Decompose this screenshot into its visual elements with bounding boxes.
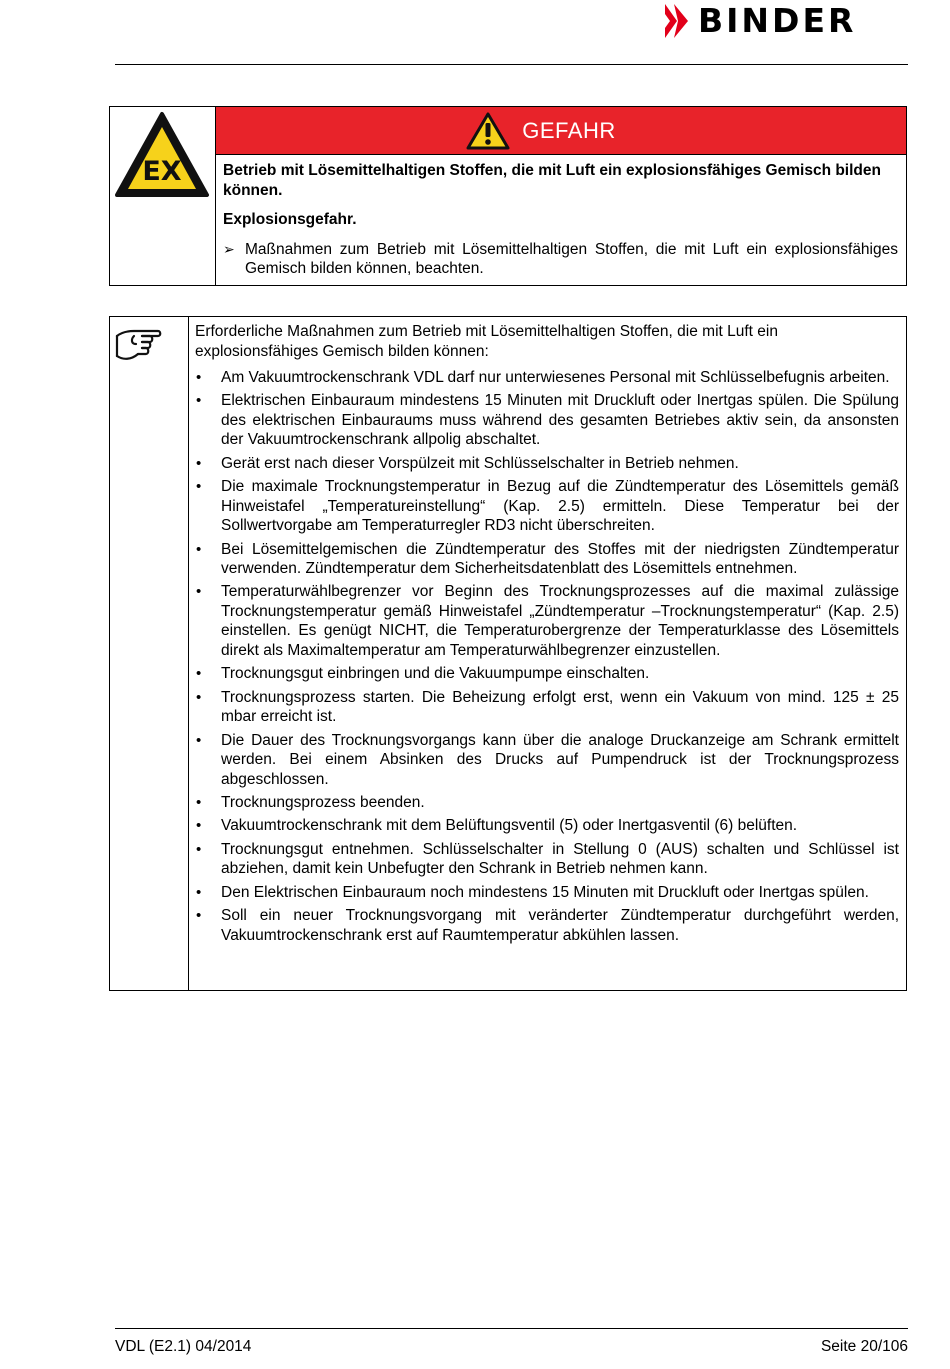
binder-logo <box>662 1 857 40</box>
bullet-icon: • <box>196 478 202 496</box>
arrow-icon: ➢ <box>223 240 235 257</box>
list-item <box>195 688 899 727</box>
list-item <box>195 454 899 474</box>
pointing-hand-icon <box>114 322 162 368</box>
list-item-text: Vakuumtrockenschrank mit dem Belüftungsventil (5) oder Inertgasventil (6) belüften. <box>221 817 798 835</box>
bullet-icon: • <box>196 665 202 683</box>
measure-step <box>223 240 898 279</box>
list-item <box>195 840 899 879</box>
document-reference: VDL (E2.1) 04/2014 <box>115 1338 252 1355</box>
bullet-icon: • <box>196 840 202 858</box>
hazard-text: Betrieb mit Lösemittelhaltigen Stoffen, die mit Luft ein explosionsfähiges Gemisch bilden können. <box>223 162 881 199</box>
footer-divider <box>115 1328 908 1329</box>
bullet-icon: • <box>196 369 202 386</box>
danger-notice <box>109 106 907 286</box>
list-item-text: Trocknungsgut entnehmen. Schlüsselschalter in Stellung 0 (AUS) schalten und Schlüssel ist abziehen, damit kein Unbefugter den Schrank in Betrieb nehmen kann. <box>221 840 899 878</box>
list-item <box>195 816 899 836</box>
svg-text:EX: EX <box>142 156 182 187</box>
list-item-text: Den Elektrischen Einbauraum noch mindestens 15 Minuten mit Druckluft oder Inertgas spülen. <box>221 883 869 901</box>
list-item <box>195 582 899 660</box>
measure-text: Maßnahmen zum Betrieb mit Lösemittelhaltigen Stoffen, die mit Luft ein explosionsfähiges Gemisch bilden können, beachten. <box>245 240 898 277</box>
list-item <box>195 477 899 536</box>
list-item <box>195 391 899 450</box>
info-notice <box>109 316 907 991</box>
bullet-icon: • <box>196 688 202 706</box>
consequence-text: Explosionsgefahr. <box>223 211 357 228</box>
page-number: Seite 20/106 <box>820 1338 908 1355</box>
note-icon-cell <box>110 317 189 990</box>
list-item-text: Elektrischen Einbauraum mindestens 15 Minuten mit Druckluft oder Inertgas spülen. Die Spülung des elektrischen Einbauraums muss während des gesamten Betriebes aktiv sein, da ansonsten der Vakuumtrockenschrank allpolig abschaltet. <box>221 392 899 449</box>
danger-body <box>216 155 906 279</box>
list-item <box>195 368 899 388</box>
note-content <box>189 317 906 990</box>
danger-content <box>216 107 906 285</box>
list-item <box>195 906 899 945</box>
list-item <box>195 540 899 579</box>
list-item <box>195 793 899 813</box>
note-intro: Erforderliche Maßnahmen zum Betrieb mit Lösemittelhaltigen Stoffen, die mit Luft ein explosionsfähiges Gemisch bilden können: <box>195 323 778 360</box>
list-item-text: Die Dauer des Trocknungsvorgangs kann über die analoge Druckanzeige am Schrank ermittelt werden. Bei einem Absinken des Drucks auf Pumpendruck ist der Trocknungsprozess abgeschlossen. <box>221 731 899 788</box>
list-item-text: Bei Lösemittelgemischen die Zündtemperatur des Stoffes mit der niedrigsten Zündtemperatur verwenden. Zündtemperatur dem Sicherheitsdatenblatt des Lösemittels entnehmen. <box>221 540 899 578</box>
bullet-icon: • <box>196 817 202 835</box>
list-item-text: Soll ein neuer Trocknungsvorgang mit veränderter Zündtemperatur durchgeführt werden, Vakuumtrockenschrank erst auf Raumtemperatur abkühlen lassen. <box>221 907 899 944</box>
danger-title: GEFAHR <box>522 117 616 143</box>
bullet-icon: • <box>196 392 202 410</box>
bullet-icon: • <box>196 883 202 901</box>
ex-warning-sign-icon <box>114 111 210 199</box>
list-item-text: Trocknungsprozess beenden. <box>221 794 425 812</box>
danger-icon-cell <box>110 107 216 285</box>
list-item <box>195 883 899 903</box>
header-divider <box>115 64 908 65</box>
bullet-icon: • <box>196 907 202 925</box>
list-item-text: Am Vakuumtrockenschrank VDL darf nur unterwiesenes Personal mit Schlüsselbefugnis arbeiten. <box>221 369 890 386</box>
bullet-icon: • <box>196 540 202 558</box>
binder-logo-icon <box>662 4 692 38</box>
list-item-text: Die maximale Trocknungstemperatur in Bezug auf die Zündtemperatur des Lösemittels gemäß Hinweistafel „Temperatureinstellung“ (Kap. 2.5) ermitteln. Diese Temperatur bei der Sollwertvorgabe am Temperaturregler RD3 nicht überschreiten. <box>221 478 899 535</box>
bullet-icon: • <box>196 731 202 749</box>
danger-header <box>216 107 906 155</box>
warning-triangle-icon <box>466 112 510 150</box>
brand-name: BINDER <box>698 1 857 40</box>
bullet-icon: • <box>196 583 202 601</box>
list-item-text: Temperaturwählbegrenzer vor Beginn des Trocknungsprozesses auf die maximal zulässige Trocknungstemperatur gemäß Hinweistafel „Zündtemperatur –Trocknungstemperatur“ (Kap. 2.5) einstellen. Es genügt NICHT, die Temperaturobergrenze der Temperaturklasse des Lösemittels direkt als Maximaltemperatur am Temperaturwählbegrenzer einzustellen. <box>221 583 899 659</box>
bullet-icon: • <box>196 454 202 472</box>
list-item-text: Trocknungsgut einbringen und die Vakuumpumpe einschalten. <box>221 665 650 683</box>
list-item <box>195 731 899 790</box>
bullet-icon: • <box>196 794 202 812</box>
list-item-text: Gerät erst nach dieser Vorspülzeit mit Schlüsselschalter in Betrieb nehmen. <box>221 454 739 472</box>
list-item-text: Trocknungsprozess starten. Die Beheizung erfolgt erst, wenn ein Vakuum von mind. 125 ± 25 mbar erreicht ist. <box>221 688 899 726</box>
list-item <box>195 664 899 684</box>
measures-list <box>195 368 899 945</box>
